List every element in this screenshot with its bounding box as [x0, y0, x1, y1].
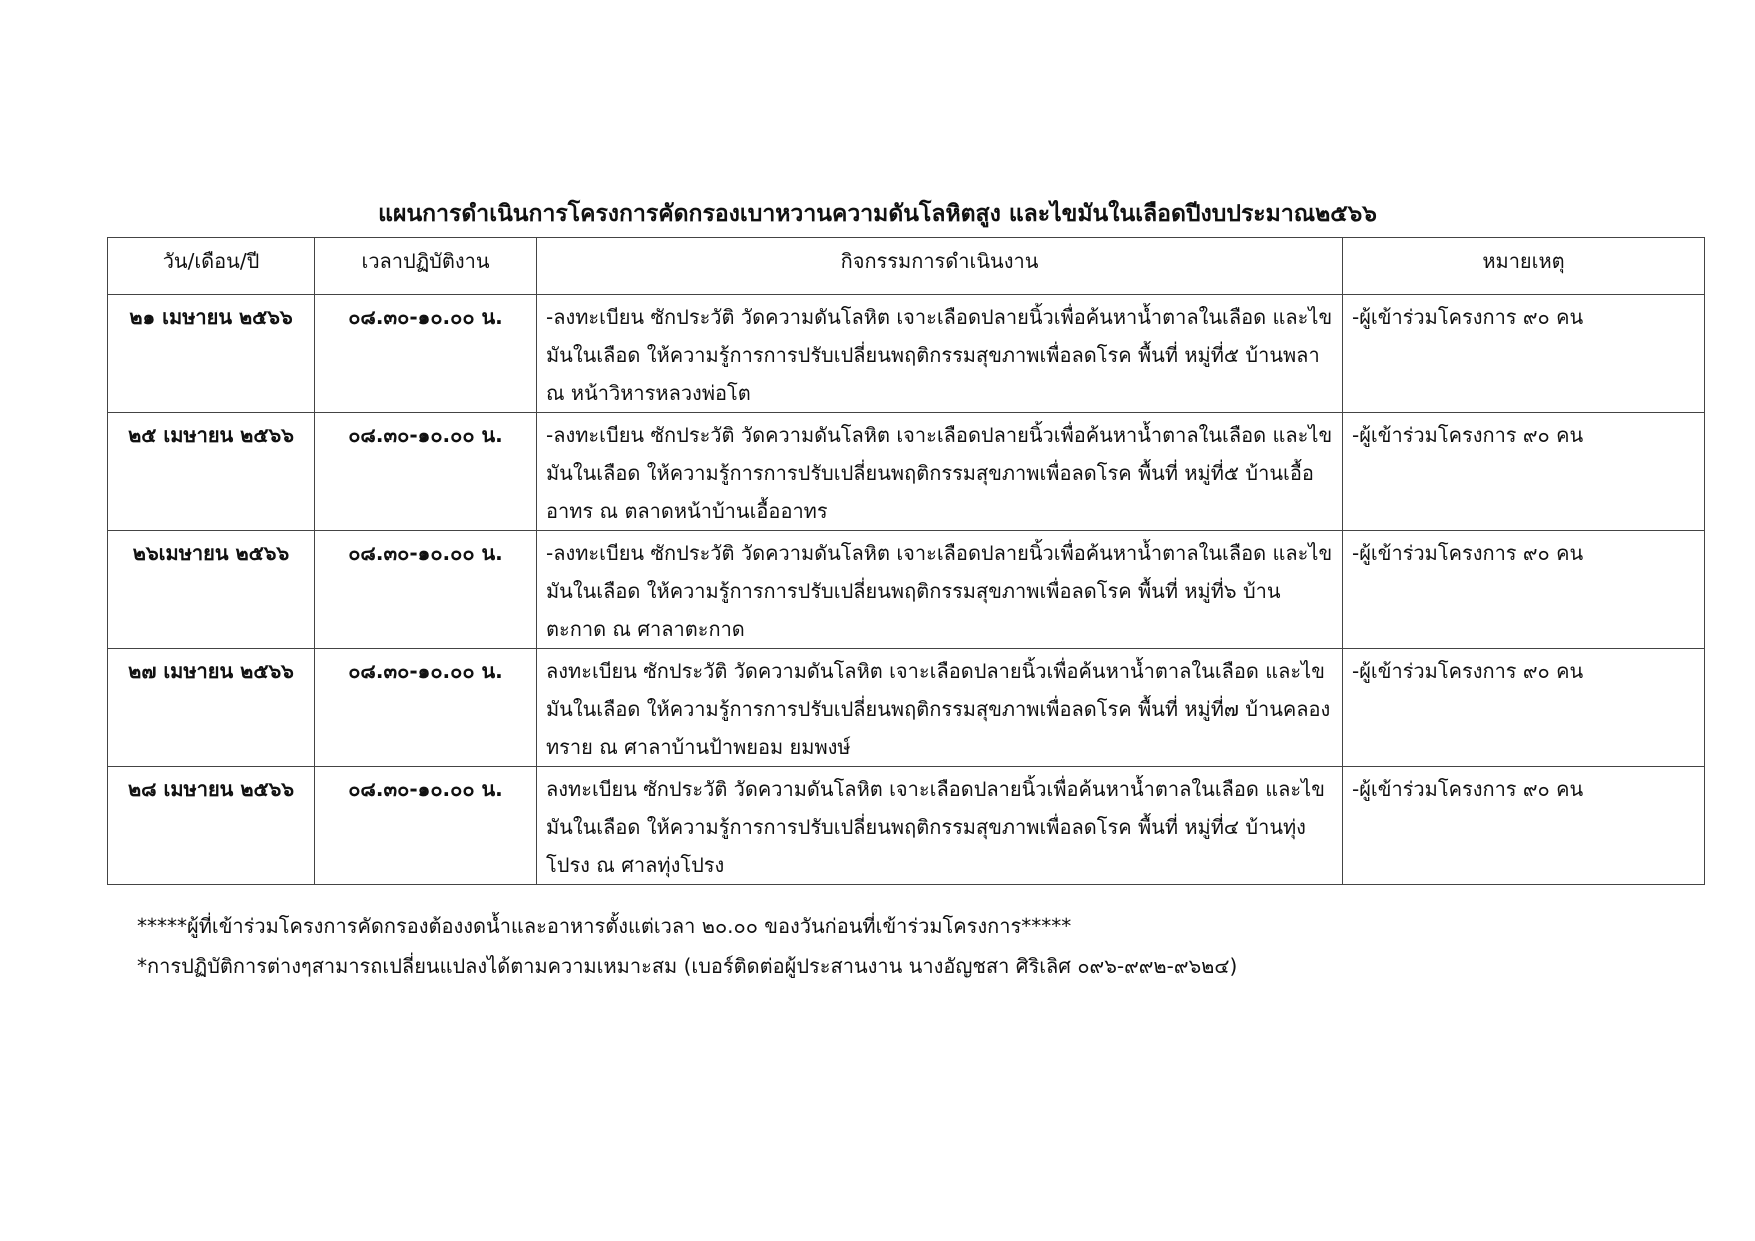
- table-row: [108, 649, 1705, 767]
- date-cell: ๒๕ เมษายน ๒๕๖๖: [108, 413, 315, 531]
- table-body: [108, 295, 1705, 885]
- header-date: วัน/เดือน/ปี: [108, 238, 315, 295]
- footnotes: [137, 906, 1637, 986]
- time-cell: ๐๘.๓๐-๑๐.๐๐ น.: [315, 295, 537, 413]
- note-cell: -ผู้เข้าร่วมโครงการ ๙๐ คน: [1343, 413, 1705, 531]
- date-cell: ๒๖เมษายน ๒๕๖๖: [108, 531, 315, 649]
- activity-cell: -ลงทะเบียน ซักประวัติ วัดความดันโลหิต เจาะเลือดปลายนิ้วเพื่อค้นหาน้ำตาลในเลือด และไขมันในเลือด ให้ความรู้การการปรับเปลี่ยนพฤติกรรมสุขภาพเพื่อลดโรค พื้นที่ หมู่ที่๕ บ้านเอื้ออาทร ณ ตลาดหน้าบ้านเอื้ออาทร: [537, 413, 1343, 531]
- activity-cell: -ลงทะเบียน ซักประวัติ วัดความดันโลหิต เจาะเลือดปลายนิ้วเพื่อค้นหาน้ำตาลในเลือด และไขมันในเลือด ให้ความรู้การการปรับเปลี่ยนพฤติกรรมสุขภาพเพื่อลดโรค พื้นที่ หมู่ที่๕ บ้านพลา ณ หน้าวิหารหลวงพ่อโต: [537, 295, 1343, 413]
- schedule-table: [107, 237, 1705, 885]
- header-activity: กิจกรรมการดำเนินงาน: [537, 238, 1343, 295]
- activity-cell: ลงทะเบียน ซักประวัติ วัดความดันโลหิต เจาะเลือดปลายนิ้วเพื่อค้นหาน้ำตาลในเลือด และไขมันในเลือด ให้ความรู้การการปรับเปลี่ยนพฤติกรรมสุขภาพเพื่อลดโรค พื้นที่ หมู่ที่๗ บ้านคลองทราย ณ ศาลาบ้านป้าพยอม ยมพงษ์: [537, 649, 1343, 767]
- time-cell: ๐๘.๓๐-๑๐.๐๐ น.: [315, 531, 537, 649]
- table-row: [108, 413, 1705, 531]
- date-cell: ๒๑ เมษายน ๒๕๖๖: [108, 295, 315, 413]
- note-cell: -ผู้เข้าร่วมโครงการ ๙๐ คน: [1343, 531, 1705, 649]
- activity-cell: ลงทะเบียน ซักประวัติ วัดความดันโลหิต เจาะเลือดปลายนิ้วเพื่อค้นหาน้ำตาลในเลือด และไขมันในเลือด ให้ความรู้การการปรับเปลี่ยนพฤติกรรมสุขภาพเพื่อลดโรค พื้นที่ หมู่ที่๔ บ้านทุ่งโปรง ณ ศาลทุ่งโปรง: [537, 767, 1343, 885]
- time-cell: ๐๘.๓๐-๑๐.๐๐ น.: [315, 767, 537, 885]
- table-row: [108, 531, 1705, 649]
- note-cell: -ผู้เข้าร่วมโครงการ ๙๐ คน: [1343, 767, 1705, 885]
- time-cell: ๐๘.๓๐-๑๐.๐๐ น.: [315, 413, 537, 531]
- footnote-fasting: *****ผู้ที่เข้าร่วมโครงการคัดกรองต้องงดน้ำและอาหารตั้งแต่เวลา ๒๐.๐๐ ของวันก่อนที่เข้าร่วมโครงการ*****: [137, 914, 1072, 938]
- note-cell: -ผู้เข้าร่วมโครงการ ๙๐ คน: [1343, 295, 1705, 413]
- time-cell: ๐๘.๓๐-๑๐.๐๐ น.: [315, 649, 537, 767]
- footnote-contact: *การปฏิบัติการต่างๆสามารถเปลี่ยนแปลงได้ตามความเหมาะสม (เบอร์ติดต่อผู้ประสานงาน นางอัญชสา ศิริเลิศ ๐๙๖-๙๙๒-๙๖๒๔): [137, 954, 1238, 978]
- table-row: [108, 295, 1705, 413]
- document-title: แผนการดำเนินการโครงการคัดกรองเบาหวานความดันโลหิตสูง และไขมันในเลือดปีงบประมาณ๒๕๖๖: [378, 201, 1377, 227]
- note-cell: -ผู้เข้าร่วมโครงการ ๙๐ คน: [1343, 649, 1705, 767]
- table-header-row: [108, 238, 1705, 295]
- table-row: [108, 767, 1705, 885]
- header-time: เวลาปฏิบัติงาน: [315, 238, 537, 295]
- header-note: หมายเหตุ: [1343, 238, 1705, 295]
- activity-cell: -ลงทะเบียน ซักประวัติ วัดความดันโลหิต เจาะเลือดปลายนิ้วเพื่อค้นหาน้ำตาลในเลือด และไขมันในเลือด ให้ความรู้การการปรับเปลี่ยนพฤติกรรมสุขภาพเพื่อลดโรค พื้นที่ หมู่ที่๖ บ้านตะกาด ณ ศาลาตะกาด: [537, 531, 1343, 649]
- date-cell: ๒๘ เมษายน ๒๕๖๖: [108, 767, 315, 885]
- date-cell: ๒๗ เมษายน ๒๕๖๖: [108, 649, 315, 767]
